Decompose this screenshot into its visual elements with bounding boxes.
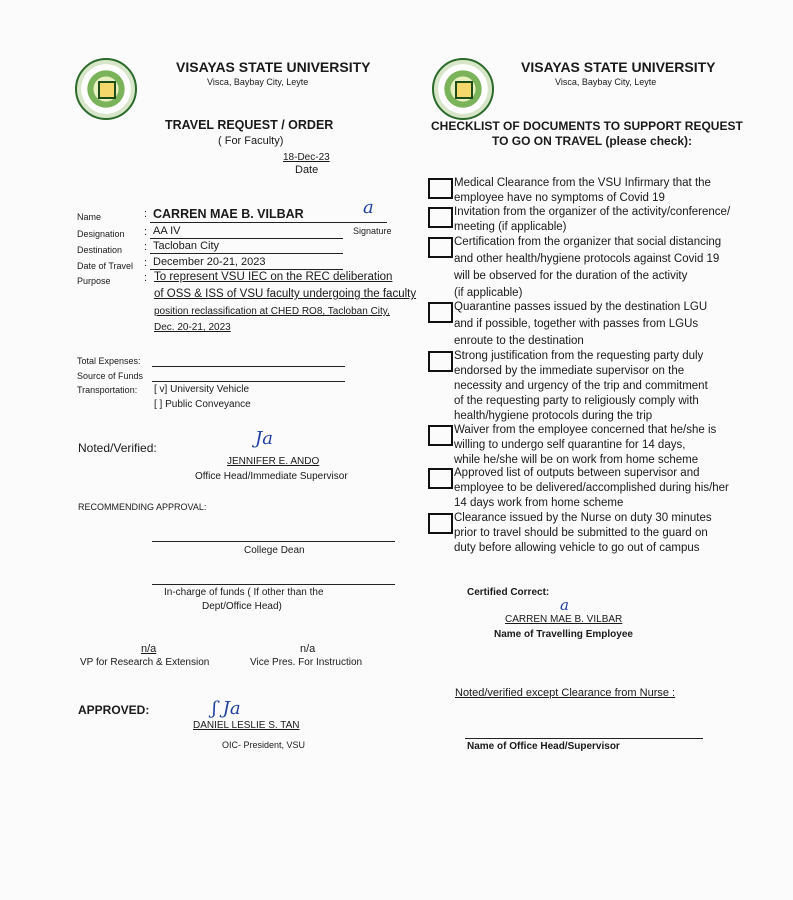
name-value: CARREN MAE B. VILBAR xyxy=(153,207,304,221)
checklist-checkbox[interactable] xyxy=(428,178,453,199)
purpose-line: position reclassification at CHED RO8, Tacloban City, xyxy=(154,306,390,317)
checklist-item-line: Clearance issued by the Nurse on duty 30 minutes xyxy=(454,512,712,524)
checklist-item-line: employee to be delivered/accomplished during his/her xyxy=(454,482,729,494)
employee-signature: a xyxy=(560,596,569,614)
office-head-label: Name of Office Head/Supervisor xyxy=(467,741,620,752)
destination-label: Destination xyxy=(77,245,123,255)
checklist-checkbox[interactable] xyxy=(428,351,453,372)
checklist-item xyxy=(454,349,708,424)
approver-position: OIC- President, VSU xyxy=(222,740,306,750)
checklist-item xyxy=(454,466,729,511)
certified-name: CARREN MAE B. VILBAR xyxy=(505,614,623,625)
vsu-logo xyxy=(75,58,137,120)
checklist-item xyxy=(454,176,711,206)
destination-value: Tacloban City xyxy=(153,240,220,252)
purpose-line: To represent VSU IEC on the REC deliberation xyxy=(154,271,393,283)
incharge-funds-label-2: Dept/Office Head) xyxy=(202,601,282,612)
checklist-item xyxy=(454,205,730,235)
checklist-item-line: meeting (if applicable) xyxy=(454,221,567,233)
name-label: Name xyxy=(77,212,102,222)
checklist-item-line: (if applicable) xyxy=(454,287,523,299)
request-date: 18-Dec-23 xyxy=(283,152,330,163)
checklist-item-line: health/hygiene protocols during the trip xyxy=(454,410,653,422)
college-dean-label: College Dean xyxy=(244,545,305,556)
approver-name: DANIEL LESLIE S. TAN xyxy=(193,720,300,731)
checklist-item-line: Medical Clearance from the VSU Infirmary that the xyxy=(454,177,711,189)
checklist-checkbox[interactable] xyxy=(428,237,453,258)
president-signature: ʃ Ja xyxy=(212,698,241,719)
checklist-checkbox[interactable] xyxy=(428,302,453,323)
vp-instruction-value: n/a xyxy=(300,643,316,655)
checklist-item-line: Quarantine passes issued by the destination LGU xyxy=(454,301,708,313)
checklist-item-line: while he/she will be on work from home scheme xyxy=(454,454,699,466)
noted-position: Office Head/Immediate Supervisor xyxy=(195,471,348,482)
certified-position: Name of Travelling Employee xyxy=(494,629,633,640)
noted-verified-nurse-label: Noted/verified except Clearance from Nurse : xyxy=(455,687,676,699)
checklist-item-line: and if possible, together with passes from LGUs xyxy=(454,318,699,330)
purpose-line: of OSS & ISS of VSU faculty undergoing the faculty xyxy=(154,288,417,300)
noted-verified-label: Noted/Verified: xyxy=(78,441,157,455)
checklist-item-line: endorsed by the immediate supervisor on the xyxy=(454,365,685,377)
source-of-funds-label: Source of Funds xyxy=(77,371,144,381)
checklist-item-line: Waiver from the employee concerned that he/she is xyxy=(454,424,717,436)
checklist-checkbox[interactable] xyxy=(428,513,453,534)
purpose-label: Purpose xyxy=(77,276,111,286)
designation-label: Designation xyxy=(77,229,125,239)
checklist-item-line: employee have no symptoms of Covid 19 xyxy=(454,192,665,204)
applicant-signature: a xyxy=(363,197,374,218)
checklist-item-line: duty before allowing vehicle to go out of campus xyxy=(454,542,700,554)
checklist-item-line: Certification from the organizer that social distancing xyxy=(454,236,722,248)
university-name-right: VISAYAS STATE UNIVERSITY xyxy=(521,59,716,75)
checklist-item-line: Approved list of outputs between supervisor and xyxy=(454,467,700,479)
checklist-item-line: necessity and urgency of the trip and commitment xyxy=(454,380,708,392)
checklist-item-line: enroute to the destination xyxy=(454,335,584,347)
checklist-title: CHECKLIST OF DOCUMENTS TO SUPPORT REQUEST xyxy=(431,119,743,133)
transportation-label: Transportation: xyxy=(77,385,138,395)
form-title: TRAVEL REQUEST / ORDER xyxy=(165,118,334,132)
form-subtitle: ( For Faculty) xyxy=(218,135,284,147)
checklist-item-line: of the requesting party to religiously comply with xyxy=(454,395,699,407)
vp-research-value: n/a xyxy=(141,643,157,655)
approved-label: APPROVED: xyxy=(78,703,150,717)
university-address: Visca, Baybay City, Leyte xyxy=(207,77,309,87)
noted-name: JENNIFER E. ANDO xyxy=(227,456,320,467)
checklist-item xyxy=(454,300,707,349)
checklist-checkbox[interactable] xyxy=(428,468,453,489)
checklist-item-line: 14 days work from home scheme xyxy=(454,497,624,509)
checklist-checkbox[interactable] xyxy=(428,425,453,446)
certified-correct-label: Certified Correct: xyxy=(467,587,550,598)
recommending-approval-label: RECOMMENDING APPROVAL: xyxy=(78,502,207,512)
date-of-travel-value: December 20-21, 2023 xyxy=(153,256,266,268)
checklist-item xyxy=(454,423,716,468)
designation-value: AA IV xyxy=(153,225,181,237)
checklist-item-line: Invitation from the organizer of the activity/conference/ xyxy=(454,206,731,218)
checklist-item-line: will be observed for the duration of the activity xyxy=(454,270,688,282)
checklist-item-line: Strong justification from the requesting party duly xyxy=(454,350,704,362)
vp-instruction-label: Vice Pres. For Instruction xyxy=(250,657,363,668)
date-label: Date xyxy=(295,164,319,176)
checklist-item xyxy=(454,511,712,556)
university-address-right: Visca, Baybay City, Leyte xyxy=(555,77,657,87)
vsu-logo-right xyxy=(432,58,494,120)
checklist-checkbox[interactable] xyxy=(428,207,453,228)
supervisor-signature: Ja xyxy=(255,428,273,449)
checklist-item-line: willing to undergo self quarantine for 14 days, xyxy=(454,439,686,451)
total-expenses-label: Total Expenses: xyxy=(77,356,141,366)
transport-public-conveyance-checkbox[interactable]: [ ] Public Conveyance xyxy=(154,399,251,410)
incharge-funds-label: In-charge of funds ( If other than the xyxy=(164,587,324,598)
checklist-title-2: TO GO ON TRAVEL (please check): xyxy=(492,134,693,148)
checklist-item xyxy=(454,235,721,301)
travel-request-document: VISAYAS STATE UNIVERSITY Visca, Baybay City, Leyte TRAVEL REQUEST / ORDER ( For Faculty) 18-Dec-23 Date Name : CARREN MAE B. VILBAR a Signature Designation : AA IV Destination : Tacloban City Date of Travel : December 20-21, 2023 Purpose : To represent VSU IEC on the REC deliberation of OSS & ISS of VSU faculty undergoing the faculty position reclassification at CHED RO8, Tacloban City, Dec. 20-21, 2023 Total Expenses: Source of Funds Transportation: [ v] University Vehicle [ ] Public Conveyance Noted/Verified: Ja JENNIFER E. ANDO Office Head/Immediate Supervisor RECOMMENDING APPROVAL: College Dean In-charge of funds ( If other than the Dept/Office Head) n/a VP for Research & Extension n/a Vice Pres. For Instruction APPROVED: ʃ Ja DANIEL LESLIE S. TAN OIC- President, VSU VISAYAS STATE UNIVERSITY Visca, Baybay City, Leyte CHECKLIST OF DOCUMENTS TO SUPPORT REQUEST TO GO ON TRAVEL (please check): Medical Clearance from the VSU Infirmary that the employee have no symptoms of Covid 19 Invitation from the organizer of the activity/conference/ meeting (if applicable) Certification from the organizer that social distancing and other health/hygiene protocols against Covid 19 will be observed for the duration of the activity (if applicable) Quarantine passes issued by the destination LGU and if possible, together with passes from LGUs enroute to the destination Strong justification from the requesting party duly endorsed by the immediate supervisor on the necessity and urgency of the trip and commitment of the requesting party to religiously comply with health/hygiene protocols during the trip Waiver from the employee concerned that he/she is willing to undergo self quarantine for 14 days, while he/she will be on work from home scheme Approved list of outputs between supervisor and employee to be delivered/accomplished during his/her 14 days work from home scheme Clearance issued by the Nurse on duty 30 minutes prior to travel should be submitted to the guard on duty before allowing vehicle to go out of campus Certified Correct: a CARREN MAE B. VILBAR Name of Travelling Employee Noted/verified except Clearance from Nurse : Name of Office Head/Supervisor xyxy=(0,0,793,900)
transport-university-vehicle-checkbox[interactable]: [ v] University Vehicle xyxy=(154,384,250,395)
date-of-travel-label: Date of Travel xyxy=(77,261,134,271)
signature-label: Signature xyxy=(353,226,392,236)
checklist-item-line: and other health/hygiene protocols against Covid 19 xyxy=(454,253,720,265)
checklist-item-line: prior to travel should be submitted to the guard on xyxy=(454,527,708,539)
vp-research-label: VP for Research & Extension xyxy=(80,657,210,668)
university-name: VISAYAS STATE UNIVERSITY xyxy=(176,59,371,75)
purpose-line: Dec. 20-21, 2023 xyxy=(154,322,231,333)
